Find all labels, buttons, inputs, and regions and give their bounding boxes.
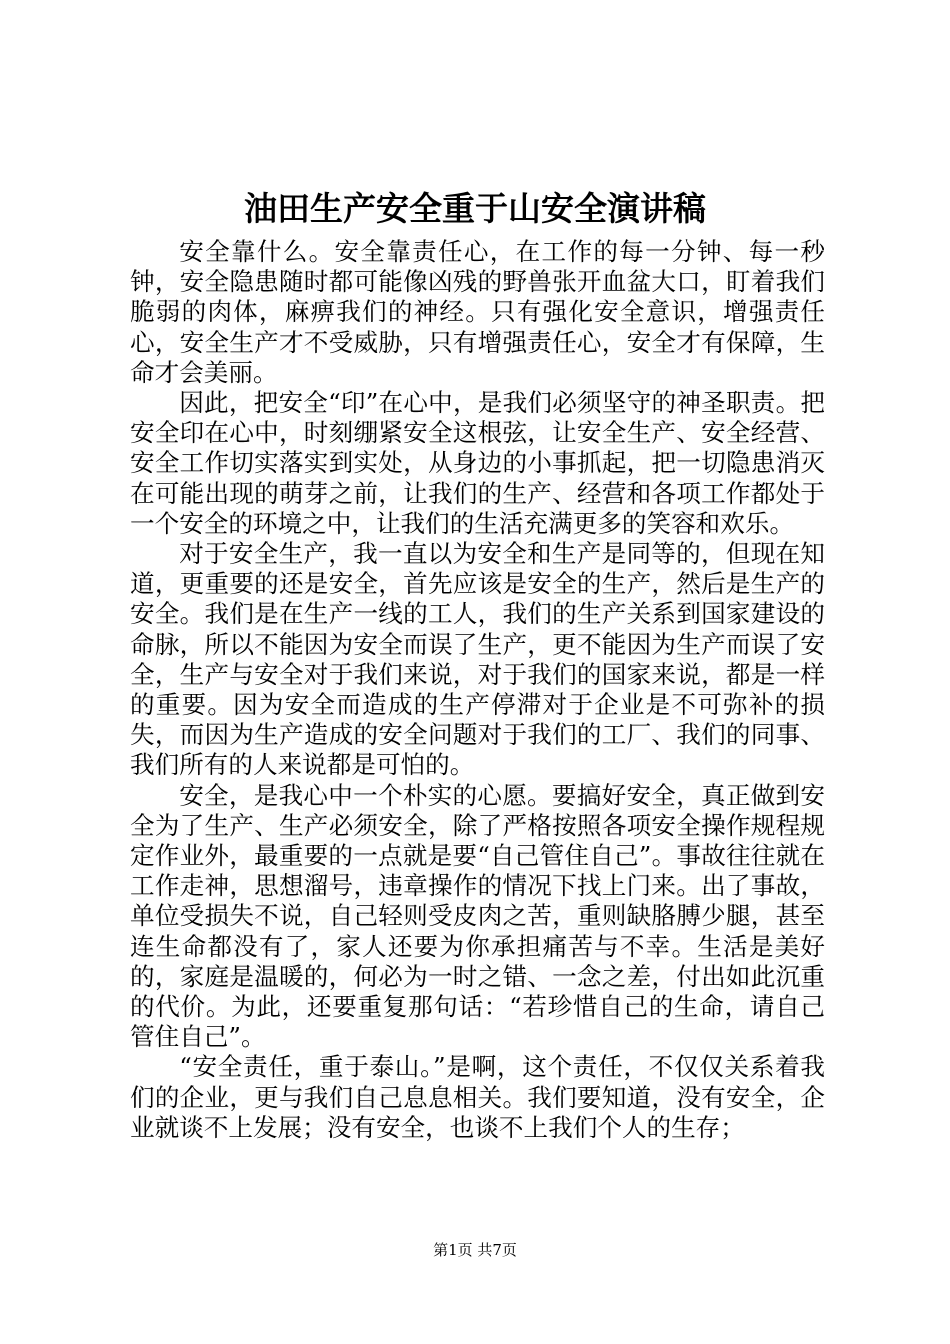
paragraph: “安全责任，重于泰山。”是啊，这个责任，不仅仅关系着我们的企业，更与我们自己息息相关。我们要知道，没有安全，企业就谈不上发展；没有安全，也谈不上我们个人的生存； <box>130 1052 825 1142</box>
paragraph: 安全，是我心中一个朴实的心愿。要搞好安全，真正做到安全为了生产、生产必须安全，除了严格按照各项安全操作规程规定作业外，最重要的一点就是要“自己管住自己”。事故往往就在工作走神，思想溜号，违章操作的情况下找上门来。出了事故，单位受损失不说，自己轻则受皮肉之苦，重则缺胳膊少腿，甚至连生命都没有了，家人还要为你承担痛苦与不幸。生活是美好的，家庭是温暖的，何必为一时之错、一念之差，付出如此沉重的代价。为此，还要重复那句话：“若珍惜自己的生命，请自己管住自己”。 <box>130 780 825 1052</box>
page-footer: 第1页 共7页 <box>433 1241 517 1259</box>
document-body <box>130 237 825 1143</box>
paragraph: 安全靠什么。安全靠责任心，在工作的每一分钟、每一秒钟，安全隐患随时都可能像凶残的野兽张开血盆大口，盯着我们脆弱的肉体，麻痹我们的神经。只有强化安全意识，增强责任心，安全生产才不受威胁，只有增强责任心，安全才有保障，生命才会美丽。 <box>130 237 825 387</box>
paragraph: 对于安全生产，我一直以为安全和生产是同等的，但现在知道，更重要的还是安全，首先应该是安全的生产，然后是生产的安全。我们是在生产一线的工人，我们的生产关系到国家建设的命脉，所以不能因为安全而误了生产，更不能因为生产而误了安全，生产与安全对于我们来说，对于我们的国家来说，都是一样的重要。因为安全而造成的生产停滞对于企业是不可弥补的损失，而因为生产造成的安全问题对于我们的工厂、我们的同事、我们所有的人来说都是可怕的。 <box>130 539 825 780</box>
paragraph: 因此，把安全“印”在心中，是我们必须坚守的神圣职责。把安全印在心中，时刻绷紧安全这根弦，让安全生产、安全经营、安全工作切实落实到实处，从身边的小事抓起，把一切隐患消灭在可能出现的萌芽之前，让我们的生产、经营和各项工作都处于一个安全的环境之中，让我们的生活充满更多的笑容和欢乐。 <box>130 388 825 538</box>
document-title: 油田生产安全重于山安全演讲稿 <box>244 189 706 228</box>
